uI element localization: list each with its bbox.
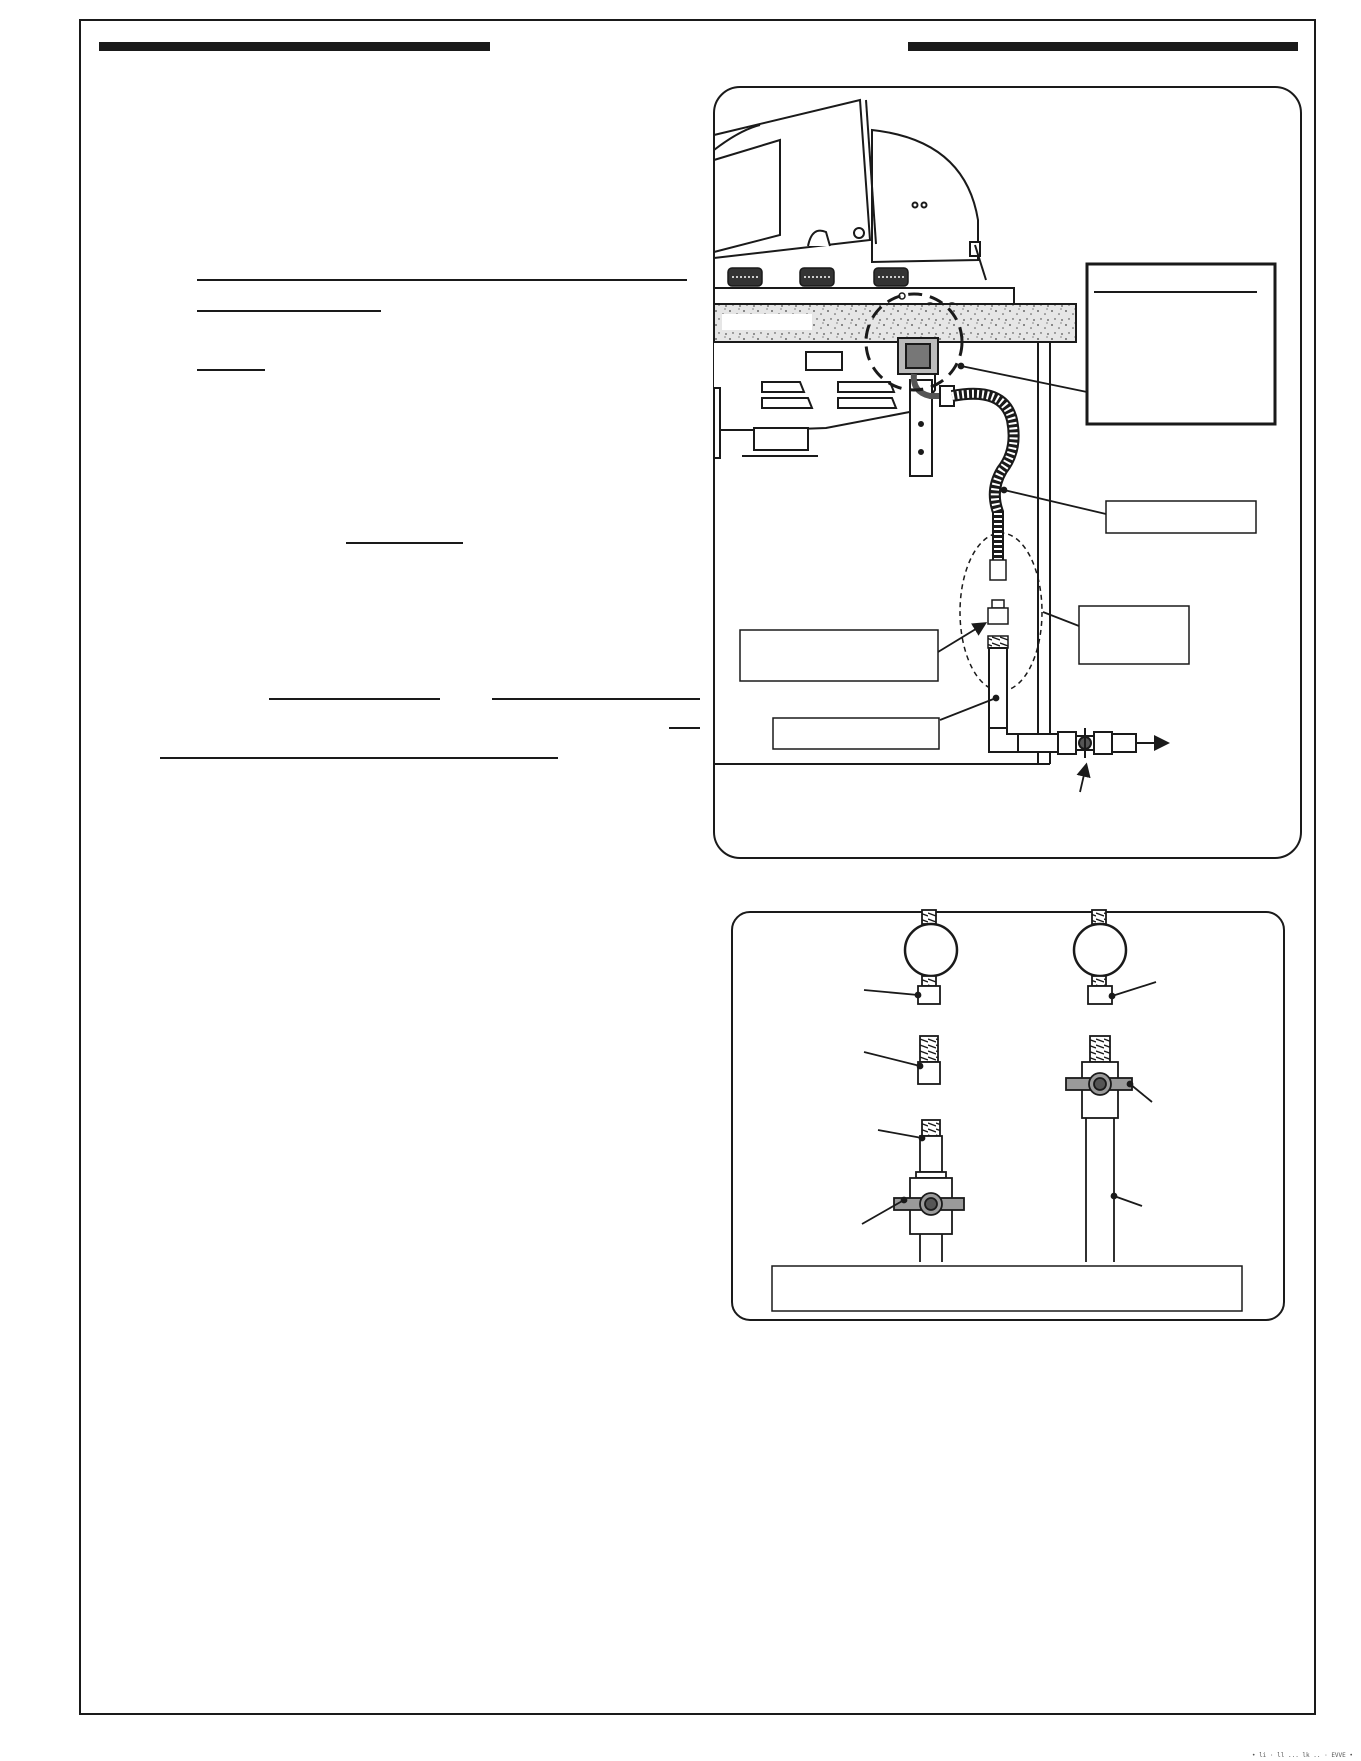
leader-lines <box>938 364 1106 793</box>
control-knobs <box>728 268 908 286</box>
flex-hose-icon <box>952 394 1014 560</box>
flare-fitting-icon <box>988 560 1008 648</box>
flare-fitting-icon <box>920 1036 938 1062</box>
callout-box-detail <box>1079 606 1189 664</box>
figure-panel-bottom <box>732 912 1284 1320</box>
right-assembly <box>1066 910 1132 1262</box>
flare-fitting-icon <box>1090 1036 1110 1062</box>
callout-box-regulator <box>1087 264 1275 424</box>
regulator-icon <box>905 924 957 976</box>
callout-box-pipe <box>773 718 939 749</box>
fitting-detail-figure <box>732 910 1284 1320</box>
grill-illustration <box>714 100 986 280</box>
caption-box <box>772 1266 1242 1311</box>
hose-nut-icon <box>1088 986 1112 1004</box>
callout-box-hose <box>1106 501 1256 533</box>
left-assembly <box>894 910 964 1262</box>
control-panel <box>714 288 1014 304</box>
footer-code: • li · ll ... lk .. · EVVE • <box>1251 1752 1353 1759</box>
regulator-icon <box>1074 924 1126 976</box>
installation-figure <box>714 87 1301 858</box>
callout-box-fitting <box>740 630 938 681</box>
